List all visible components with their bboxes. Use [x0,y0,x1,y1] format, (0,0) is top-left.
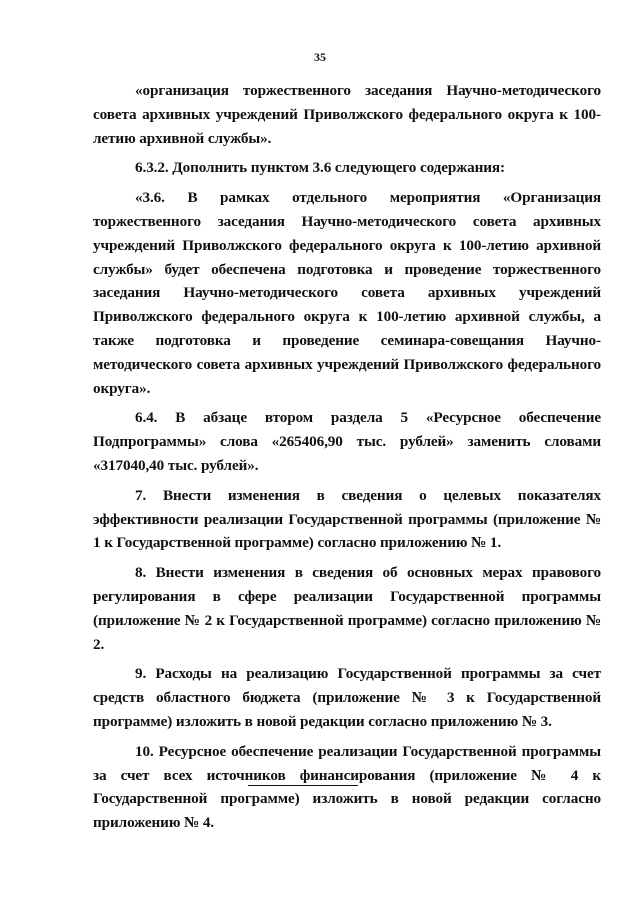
paragraph-6-4: 6.4. В абзаце втором раздела 5 «Ресурсное обеспечение Подпрограммы» слова «265406,90 тыс. рублей» заменить словами «317040,40 тыс. рублей». [93,409,601,474]
paragraph-6-3-2: 6.3.2. Дополнить пунктом 3.6 следующего содержания: [135,159,506,177]
paragraph-9: 9. Расходы на реализацию Государственной программы за счет средств областного бюджета (приложение № 3 к Государственной программе) изложить в новой редакции согласно приложению № 3. [93,665,601,730]
paragraph-7: 7. Внести изменения в сведения о целевых показателях эффективности реализации Государственной программы (приложение № 1 к Государственной программе) согласно приложению № 1. [93,486,601,552]
document-body [93,79,601,841]
end-divider-line [248,785,358,786]
page-number: 35 [314,50,326,64]
paragraph-archive-service-meeting: «организация торжественного заседания Научно-методического совета архивных учреждений Приволжского федерального округа к 100-летию архивной службы». [93,82,601,147]
paragraph-10: 10. Ресурсное обеспечение реализации Государственной программы за счет всех источников финансирования (приложение № 4 к Государственной программе) изложить в новой редакции согласно приложению № 4. [93,742,601,832]
paragraph-item-3-6: «3.6. В рамках отдельного мероприятия «Организация торжественного заседания Научно-методического совета архивных учреждений Приволжского федерального округа к 100-летию архивной службы» будет обеспечена подготовка и проведение торжественного заседания Научно-методического совета архивных учреждений Приволжского федерального округа к 100-летию архивной службы, а также подготовка и проведение семинара-совещания Научно-методического совета архивных учреждений Приволжского федерального округа». [93,189,601,397]
paragraph-8: 8. Внести изменения в сведения об основных мерах правового регулирования в сфере реализации Государственной программы (приложение № 2 к Государственной программе) согласно приложению № 2. [93,564,601,653]
